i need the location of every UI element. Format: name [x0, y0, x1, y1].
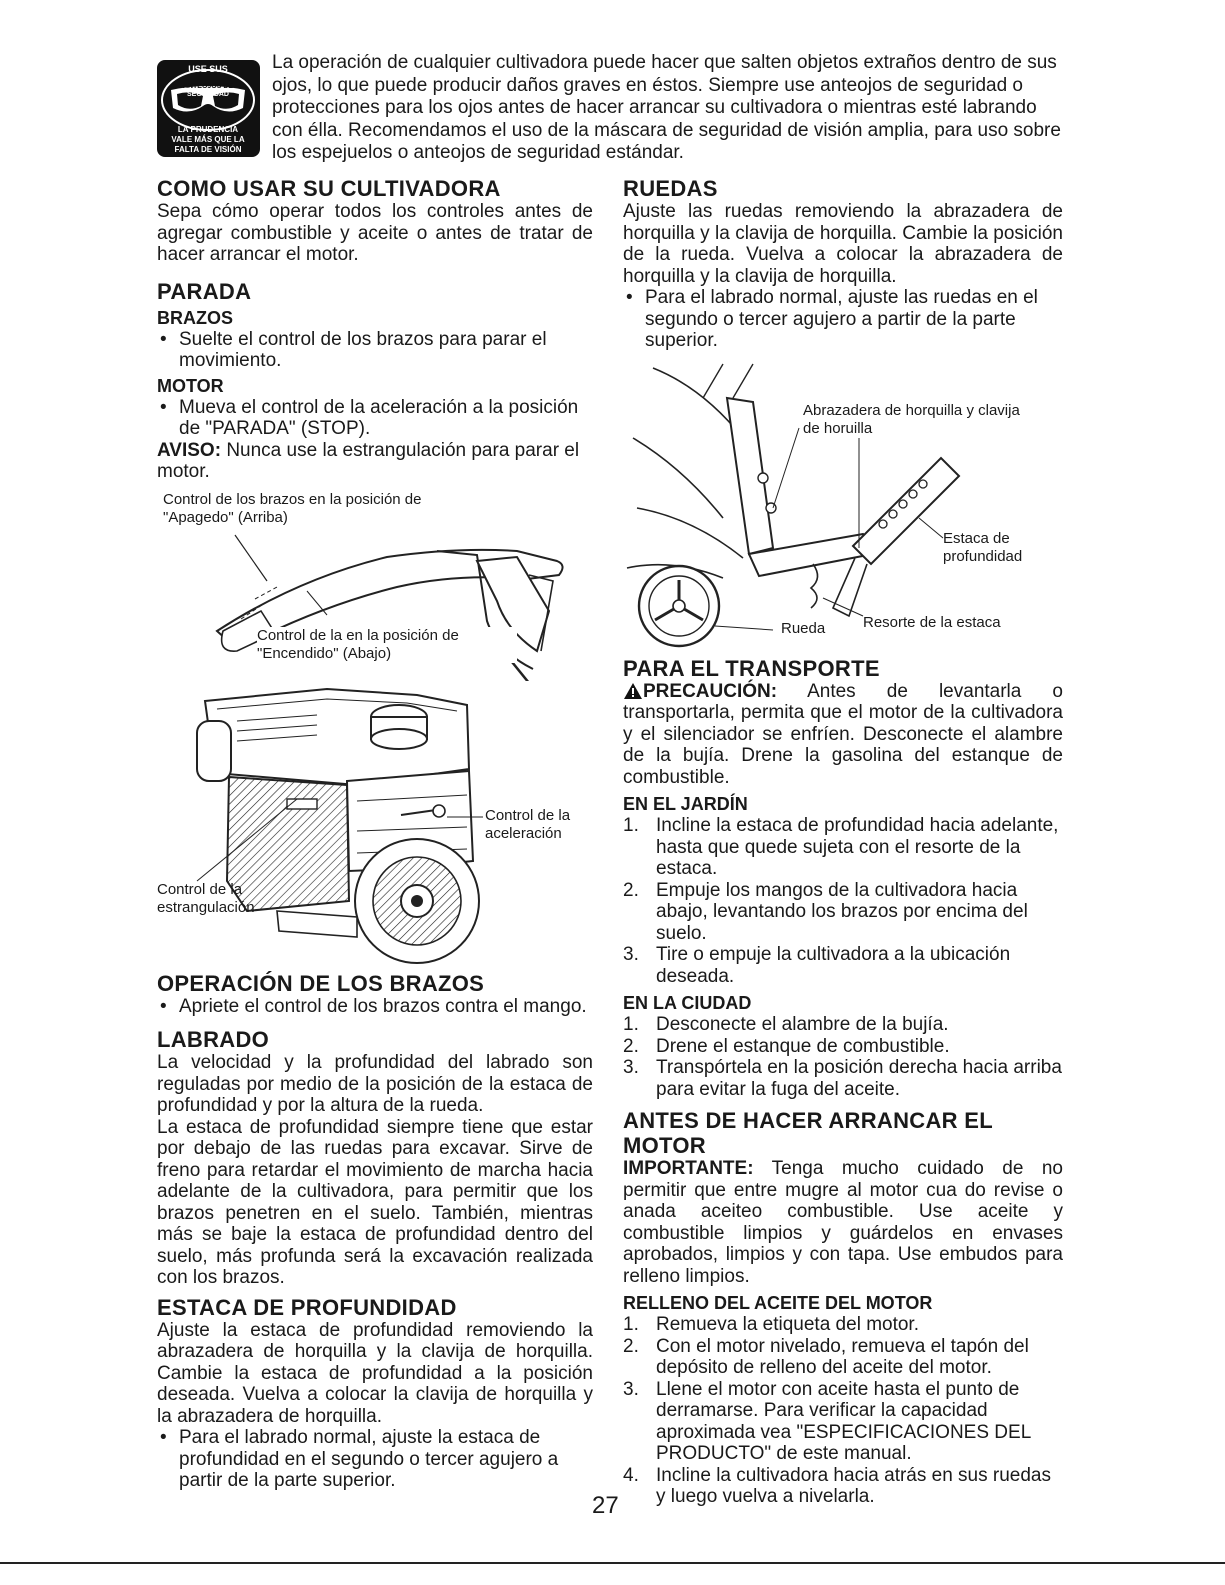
relleno-item — [623, 1314, 1063, 1336]
svg-text:ANTEOJOS DE: ANTEOJOS DE — [182, 83, 234, 90]
fig3-label-spring: Resorte de la estaca — [863, 613, 1001, 631]
aviso-paragraph — [157, 440, 593, 483]
antes-heading: ANTES DE HACER ARRANCAR EL MOTOR — [623, 1108, 993, 1158]
ciudad-item — [623, 1036, 1063, 1058]
fig1-caption-top: Control de los brazos en la posición de "Apagedo" (Arriba) — [163, 490, 422, 526]
ruedas-paragraph: Ajuste las ruedas removiendo la abrazadera de horquilla y la clavija de horquilla. Cambie la posición de la rueda. Vuelva a colocar la abrazadera de horquilla y la clavija de horquilla. — [623, 201, 1063, 287]
jardin-heading: EN EL JARDÍN — [623, 794, 748, 814]
labrado-p2: La estaca de profundidad siempre tiene que estar por debajo de las ruedas para excavar. Sirve de freno para retardar el movimiento de marcha hacia adelante de la cultivadora, para permitir que los brazos penetren en el suelo. También, mientras más se baje la estaca de profundidad dentro del suelo, más profunda será la excavación realizada con los brazos. — [157, 1116, 593, 1288]
item-text: Con el motor nivelado, remueva el tapón del depósito de relleno del aceite del motor. — [656, 1335, 1029, 1378]
item-number: 1. — [623, 1314, 639, 1335]
svg-text:LA PRUDENCIA: LA PRUDENCIA — [177, 125, 239, 134]
labrado-heading: LABRADO — [157, 1027, 270, 1052]
ciudad-heading: EN LA CIUDAD — [623, 993, 752, 1013]
item-number: 1. — [623, 1014, 639, 1035]
fig2-label-accel: Control de la aceleración — [485, 806, 571, 842]
importante-paragraph — [623, 1158, 1063, 1287]
item-text: Desconecte el alambre de la bujía. — [656, 1014, 949, 1035]
item-text: Llene el motor con aceite hasta el punto de derramarse. Para verificar la capacidad aproximada vea "ESPECIFICACIONES DEL PRODUCTO" de este manual. — [656, 1378, 1031, 1464]
ruedas-item: • Para el labrado normal, ajuste las ruedas en el segundo o tercer agujero a partir de la parte superior. — [623, 287, 1063, 352]
operacion-item: • Apriete el control de los brazos contra el mango. — [157, 996, 593, 1018]
como-usar-heading: COMO USAR SU CULTIVADORA — [157, 176, 501, 201]
jardin-item — [623, 880, 1063, 945]
estaca-list — [157, 1427, 593, 1492]
ruedas-list — [623, 287, 1063, 352]
precaucion-paragraph — [623, 681, 1063, 789]
brazos-list — [157, 329, 593, 372]
precaucion-label: PRECAUCIÓN: — [643, 680, 778, 702]
item-text: Transpórtela en la posición derecha hacia arriba para evitar la fuga del aceite. — [656, 1057, 1062, 1100]
motor-heading: MOTOR — [157, 375, 224, 396]
aviso-text: Nunca use la estrangulación para parar el motor. — [157, 439, 580, 482]
precaucion-text: Antes de levantarla o transportarla, permita que el motor de la cultivadora y el silenciador se enfríen. Desconecte el alambre de la bujía. Drene la gasolina del estanque de combustible. — [623, 680, 1063, 788]
relleno-heading: RELLENO DEL ACEITE DEL MOTOR — [623, 1293, 933, 1313]
brazos-heading: BRAZOS — [157, 307, 233, 328]
motor-item: • Mueva el control de la aceleración a la posición de "PARADA" (STOP). — [157, 397, 593, 440]
warning-triangle-icon — [623, 682, 643, 700]
handle-controls-figure — [157, 491, 593, 681]
jardin-list — [623, 815, 1063, 987]
item-number: 2. — [623, 879, 639, 901]
ciudad-item — [623, 1057, 1063, 1100]
fig3-label-clamp: Abrazadera de horquilla y clavija de horuilla — [803, 401, 1020, 437]
eye-safety-warning: La operación de cualquier cultivadora puede hacer que salten objetos extraños dentro de sus ojos, lo que puede producir daños graves en éstos. Siempre use anteojos de seguridad o protecciones para los ojos antes de hacer arrancar su cultivadora o mientras esté labrando con élla. Recomendamos el uso de la máscara de seguridad de visión amplia, para uso sobre los espejuelos o anteojos de seguridad estándar. — [272, 52, 1061, 163]
item-number: 1. — [623, 815, 639, 836]
left-column — [157, 176, 593, 1492]
item-text: Remueva la etiqueta del motor. — [656, 1314, 919, 1335]
estaca-paragraph: Ajuste la estaca de profundidad removiendo la abrazadera de horquilla y la clavija de horquilla. Cambie la estaca de profundidad a la posición deseada. Vuelva a colocar la clavija de horquilla y la abrazadera de horquilla. — [157, 1319, 593, 1427]
svg-text:VALE MÁS QUE LA: VALE MÁS QUE LA — [171, 135, 245, 144]
item-text: Drene el estanque de combustible. — [656, 1035, 950, 1057]
jardin-item — [623, 944, 1063, 987]
importante-label: IMPORTANTE: — [623, 1158, 754, 1179]
fig1-caption-mid: Control de la en la posición de "Encendido" (Abajo) — [257, 627, 517, 663]
item-number: 3. — [623, 1057, 639, 1078]
item-number: 3. — [623, 1378, 639, 1400]
item-text: Incline la cultivadora hacia atrás en sus ruedas y luego vuelva a nivelarla. — [656, 1464, 1052, 1507]
brazos-item: • Suelte el control de los brazos para parar el movimiento. — [157, 329, 593, 372]
relleno-list — [623, 1314, 1063, 1508]
ciudad-item — [623, 1014, 1063, 1036]
relleno-item — [623, 1336, 1063, 1379]
ruedas-heading: RUEDAS — [623, 176, 718, 201]
item-text: Empuje los mangos de la cultivadora hacia abajo, levantando los brazos por encima del suelo. — [656, 879, 1028, 944]
fig3-label-wheel: Rueda — [781, 619, 826, 637]
item-number: 2. — [623, 1335, 639, 1357]
svg-text:USE SUS: USE SUS — [188, 64, 228, 74]
parada-heading: PARADA — [157, 278, 252, 304]
relleno-item — [623, 1465, 1063, 1508]
bottom-rule — [0, 1562, 1225, 1564]
fig3-label-stake: Estaca de profundidad — [943, 529, 1023, 565]
engine-figure — [157, 681, 593, 971]
safety-glasses-badge — [157, 60, 260, 157]
wheel-stake-figure — [623, 358, 1063, 648]
item-number: 4. — [623, 1464, 639, 1486]
aviso-label: AVISO: — [157, 439, 222, 461]
operacion-heading: OPERACIÓN DE LOS BRAZOS — [157, 970, 485, 996]
estaca-heading: ESTACA DE PROFUNDIDAD — [157, 1294, 457, 1320]
estaca-item: • Para el labrado normal, ajuste la estaca de profundidad en el segundo o tercer agujero a partir de la parte superior. — [157, 1427, 593, 1492]
importante-text: Tenga mucho cuidado de no permitir que entre mugre al motor cua do revise o anada aceiteo combustible. Use aceite y combustible limpios y guárdelos en envases aprobados, limpios y con tapa. Use embudos para relleno limpios. — [623, 1158, 1063, 1287]
item-number: 2. — [623, 1035, 639, 1057]
fig2-label-choke: Control de la estrangulación — [157, 880, 255, 916]
item-number: 3. — [623, 944, 639, 965]
safety-badge-icon — [157, 60, 260, 157]
item-text: Tire o empuje la cultivadora a la ubicación deseada. — [656, 944, 1011, 987]
svg-text:SEGURIDAD: SEGURIDAD — [186, 91, 230, 98]
relleno-item — [623, 1379, 1063, 1465]
ciudad-list — [623, 1014, 1063, 1100]
labrado-p1: La velocidad y la profundidad del labrado son reguladas por medio de la posición de la estaca de profundidad y por la altura de la rueda. — [157, 1052, 593, 1116]
svg-text:FALTA DE VISIÓN: FALTA DE VISIÓN — [174, 145, 242, 154]
page-number: 27 — [592, 1492, 619, 1519]
operacion-list — [157, 996, 593, 1018]
transporte-heading: PARA EL TRANSPORTE — [623, 655, 880, 681]
jardin-item — [623, 815, 1063, 880]
como-usar-text: Sepa cómo operar todos los controles antes de agregar combustible y aceite o antes de tratar de hacer arrancar el motor. — [157, 201, 593, 265]
item-text: Incline la estaca de profundidad hacia adelante, hasta que quede sujeta con el resorte de la estaca. — [656, 815, 1059, 879]
right-column — [623, 176, 1063, 1508]
motor-list — [157, 397, 593, 440]
